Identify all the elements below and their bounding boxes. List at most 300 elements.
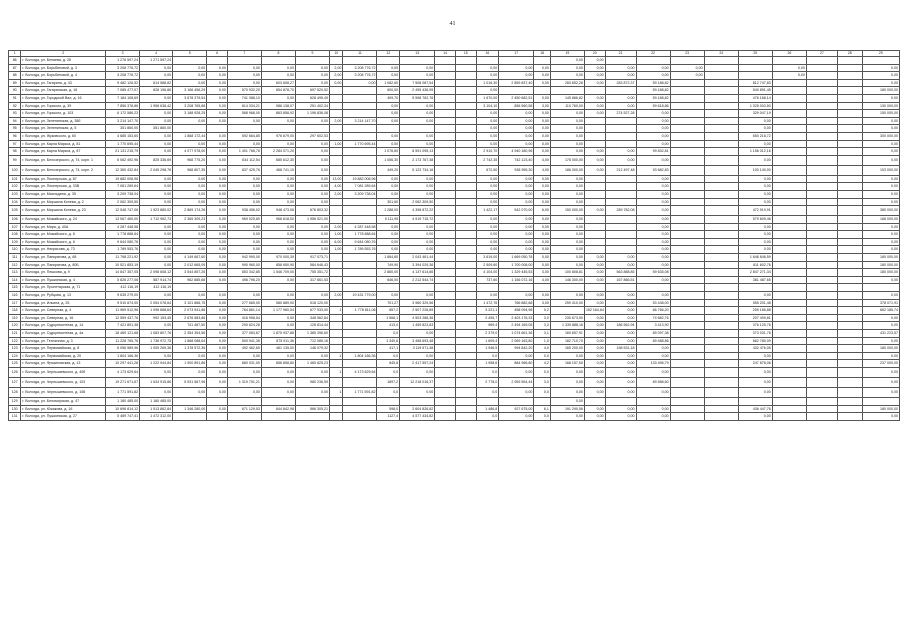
value-cell [837,148,862,156]
value-cell: 0,00 [584,206,605,216]
value-cell: 0,00 [295,190,329,198]
value-cell: 1 329 445,53 [499,269,534,277]
value-cell: 0,00 [738,352,772,360]
address-cell: г. Вологда, ул. Борьбиновой, д. 4 [21,72,106,80]
value-cell: 0,00 [584,314,605,322]
value-cell [455,352,476,360]
row-index-cell: 129 [9,397,21,405]
value-cell [435,377,456,387]
value-cell: 3 960 329,56 [400,299,435,307]
value-cell: 0,00 [140,352,173,360]
value-cell [343,254,377,262]
value-cell: 3 101 866,75 [173,299,207,307]
value-cell: 1 946,5 [476,345,499,353]
value-cell: 472 919,91 [738,206,772,216]
value-cell: 6 062 492,96 [106,155,140,165]
value-cell [704,330,738,338]
value-cell [837,175,862,183]
value-cell [261,125,295,133]
value-cell [670,360,704,368]
value-cell: 0,00 [295,117,329,125]
value-cell: 4 173 629,64 [343,367,377,377]
value-cell: 180 000,00 [862,345,899,353]
value-cell: 0,00 [227,292,261,300]
value-cell: 0,00 [207,330,228,338]
value-cell [605,175,636,183]
value-cell: 994 842,20 [499,345,534,353]
value-cell: 0,00 [605,367,636,377]
row-index-cell: 131 [9,413,21,421]
value-cell: 858 650,90 [261,261,295,269]
value-cell [400,284,435,292]
value-cell [435,387,456,397]
value-cell: 0,00 [377,175,400,183]
value-cell: 0,00 [476,216,499,224]
address-cell: г. Вологда, ул. Горького, д. 39 [21,102,106,110]
value-cell [476,284,499,292]
value-cell: 0,00 [377,246,400,254]
value-cell [605,246,636,254]
value-cell [670,367,704,377]
value-cell: 6,1 [534,405,551,413]
value-cell [455,148,476,156]
value-cell: 348 562,84 [295,314,329,322]
value-cell: 0,00 [534,223,551,231]
table-row [9,140,900,148]
value-cell [837,413,862,421]
column-header: 15 [455,51,476,57]
table-row [9,292,900,300]
value-cell: 0,00 [377,140,400,148]
value-cell: 1 [330,307,343,315]
value-cell [343,397,377,405]
value-cell: 3 208 776,72 [106,64,140,72]
value-cell: 2 604 826,82 [400,405,435,413]
value-cell [455,64,476,72]
value-cell: 449,20 [377,165,400,175]
row-index-cell: 105 [9,206,21,216]
value-cell [435,57,456,65]
value-cell: 0,00 [499,64,534,72]
value-cell: 0,00 [862,377,899,387]
address-cell: г. Вологда, ул. Тепличная, д. 3 [21,337,106,345]
address-cell: г. Вологда, ул. Рубцова, д. 13 [21,292,106,300]
value-cell: 0,00 [738,125,772,133]
value-cell: 0,00 [862,175,899,183]
value-cell [806,94,837,102]
value-cell [806,299,837,307]
value-cell: 0,00 [261,223,295,231]
value-cell: 0,00 [140,94,173,102]
value-cell [670,254,704,262]
value-cell: 0,00 [227,387,261,397]
value-cell [806,102,837,110]
table-row [9,79,900,87]
value-cell: 0,00 [207,110,228,118]
value-cell [704,87,738,95]
value-cell [670,94,704,102]
value-cell [837,299,862,307]
value-cell [584,397,605,405]
value-cell [584,231,605,239]
value-cell: 167 866,51 [605,276,636,284]
value-cell [227,57,261,65]
value-cell [455,405,476,413]
value-cell: 8 591 095,13 [400,148,435,156]
value-cell [343,102,377,110]
value-cell [738,284,772,292]
value-cell: 237 000,00 [862,360,899,368]
value-cell: 0,00 [550,72,584,80]
value-cell: 0,00 [862,140,899,148]
row-index-cell: 114 [9,276,21,284]
value-cell: 0,00 [400,238,435,246]
value-cell: 0,00 [499,246,534,254]
value-cell: 0,00 [534,190,551,198]
value-cell [806,216,837,224]
value-cell: 0,00 [584,254,605,262]
address-cell: г. Вологда, ул. Судоремонтная, д. 4a [21,330,106,338]
value-cell [772,94,806,102]
value-cell: 0,00 [207,352,228,360]
value-cell [837,322,862,330]
value-cell: 0,00 [173,175,207,183]
value-cell: 584 646,43 [295,261,329,269]
value-cell [704,148,738,156]
value-cell [343,57,377,65]
value-cell: 0,00 [476,117,499,125]
value-cell: 2 742,35 [476,155,499,165]
value-cell: 0,00 [207,216,228,224]
value-cell: 970 000,39 [261,254,295,262]
value-cell: 3 188 928,25 [173,110,207,118]
value-cell: 0,00 [207,238,228,246]
value-cell: 0,00 [400,292,435,300]
value-cell [806,261,837,269]
value-cell: 0,00 [476,231,499,239]
row-index-cell: 115 [9,284,21,292]
value-cell [330,206,343,216]
value-cell: 0,00 [636,276,670,284]
value-cell: 0,00 [550,367,584,377]
value-cell: 3 119 571,38 [400,345,435,353]
row-index-cell: 116 [9,292,21,300]
value-cell [837,387,862,397]
value-cell [704,198,738,206]
value-cell: 0,00 [207,405,228,413]
value-cell [670,246,704,254]
value-cell [670,387,704,397]
value-cell [455,216,476,224]
address-cell: г. Вологда, ул. Маршала Конева, д. 2 [21,198,106,206]
value-cell: 4 287 448,58 [106,223,140,231]
value-cell: 283 652,28 [550,79,584,87]
value-cell: 1 378 572,36 [173,345,207,353]
value-cell [704,405,738,413]
value-cell: 0,00 [207,102,228,110]
value-cell: 59 618,86 [636,102,670,110]
address-cell: г. Вологда, ул. Фрязиновская, д. 13 [21,360,106,368]
value-cell: 0,00 [499,117,534,125]
value-cell [837,57,862,65]
value-cell [455,79,476,87]
value-cell: 4 577 434,82 [400,413,435,421]
value-cell [806,254,837,262]
value-cell: 461 135,00 [261,345,295,353]
value-cell [704,72,738,80]
value-cell [330,377,343,387]
row-index-cell: 98 [9,148,21,156]
value-cell [605,87,636,95]
value-cell [837,377,862,387]
value-cell: 812 747,83 [738,79,772,87]
address-cell: г. Вологда, ул. Беломорская, д. 47 [21,397,106,405]
value-cell [261,413,295,421]
value-cell: 0,00 [550,216,584,224]
value-cell: 0,00 [636,352,670,360]
value-cell [806,155,837,165]
value-cell: 4 940 180,96 [499,148,534,156]
value-cell [806,345,837,353]
value-cell: 99 832,81 [636,148,670,156]
value-cell: 0,00 [636,413,670,421]
value-cell [837,125,862,133]
value-cell: 650 218,72 [738,132,772,140]
row-index-cell: 106 [9,216,21,224]
value-cell: 4,00 [534,155,551,165]
row-index-cell: 117 [9,299,21,307]
value-cell: 3 209 738,04 [343,190,377,198]
value-cell: 2 212 544,74 [400,276,435,284]
value-cell: 0,00 [476,238,499,246]
value-cell: 1,00 [330,231,343,239]
value-cell: 0,00 [377,190,400,198]
value-cell: 542 070,00 [499,206,534,216]
value-cell: 4,0 [534,345,551,353]
value-cell [862,397,899,405]
value-cell: 2 495 436,95 [400,87,435,95]
value-cell: 1 [330,387,343,397]
value-cell: 1 288,00 [377,206,400,216]
value-cell [704,307,738,315]
value-cell: 0,00 [400,231,435,239]
column-header: 12 [377,51,400,57]
value-cell [772,238,806,246]
value-cell [605,57,636,65]
value-cell: 1 385 396,60 [295,330,329,338]
value-cell: 290 624,28 [227,322,261,330]
value-cell: 0,00 [377,117,400,125]
value-cell: 1 513 862,84 [140,405,173,413]
value-cell: 0,00 [261,367,295,377]
value-cell: 1 180 485,00 [106,397,140,405]
value-cell: 9 644 080,76 [106,238,140,246]
value-cell: 3,00 [534,299,551,307]
value-cell: 0,00 [173,190,207,198]
value-cell: 0,00 [377,292,400,300]
value-cell [837,155,862,165]
value-cell [837,330,862,338]
value-cell: 0,00 [862,64,899,72]
value-cell [738,72,772,80]
column-header: 9 [295,51,329,57]
value-cell [499,87,534,95]
value-cell: 0,00 [140,140,173,148]
value-cell: 3 209 738,04 [106,190,140,198]
value-cell: 0,00 [534,64,551,72]
value-cell: 1 770 695,44 [343,140,377,148]
value-cell: 0,00 [207,345,228,353]
value-cell [837,206,862,216]
value-cell: 0,00 [343,79,377,87]
value-cell [806,413,837,421]
table-row [9,155,900,165]
value-cell [772,190,806,198]
value-cell: 13,00 [330,175,343,183]
value-cell [704,165,738,175]
value-cell: 492 462,60 [227,345,261,353]
value-cell: 570 932,20 [227,87,261,95]
value-cell [455,413,476,421]
value-cell: 0,00 [295,175,329,183]
value-cell: 0,00 [862,94,899,102]
row-index-cell: 99 [9,155,21,165]
column-header: 1 [9,51,21,57]
table-row [9,72,900,80]
value-cell: 0,00 [140,261,173,269]
address-cell: г. Вологда, ул. Пушкинская, д. 4 [21,276,106,284]
value-cell [534,284,551,292]
value-cell: 0,00 [207,276,228,284]
value-cell: 4 685 153,60 [106,132,140,140]
table-row [9,216,900,224]
value-cell: 0,00 [377,110,400,118]
value-cell [670,337,704,345]
value-cell: 0,00 [738,292,772,300]
value-cell: 1 083 807,76 [140,330,173,338]
table-row [9,330,900,338]
value-cell [806,352,837,360]
value-cell [670,314,704,322]
value-cell: 212 497,48 [605,165,636,175]
value-cell: 0,00 [377,132,400,140]
value-cell: 0,00 [173,198,207,206]
value-cell: 2 880,00 [377,269,400,277]
value-cell [435,360,456,368]
column-header: 10 [330,51,343,57]
value-cell: 0,00 [605,148,636,156]
row-index-cell: 94 [9,117,21,125]
value-cell: 0,00 [862,117,899,125]
value-cell: 351 860,00 [106,125,140,133]
value-cell: 0,00 [261,140,295,148]
value-cell: 0,0 [534,387,551,397]
value-cell [704,117,738,125]
value-cell: 0,00 [550,198,584,206]
value-cell: 0,00 [400,72,435,80]
value-cell [584,183,605,191]
value-cell: 152 164,64 [584,307,605,315]
value-cell [605,223,636,231]
value-cell [862,284,899,292]
value-cell: 1 634 915,86 [140,377,173,387]
value-cell: 0,00 [534,117,551,125]
value-cell: 0,00 [173,231,207,239]
address-cell: г. Вологда, ул. Северная, д. 4 [21,307,106,315]
value-cell: 1,00 [330,246,343,254]
value-cell [455,110,476,118]
value-cell: 741 388,10 [227,94,261,102]
table-row [9,102,900,110]
value-cell: 1 [330,352,343,360]
value-cell [806,307,837,315]
value-cell: 2 054 078,64 [140,299,173,307]
value-cell: 0,00 [605,377,636,387]
value-cell: 0,00 [499,110,534,118]
table-row [9,64,900,72]
value-cell: 1 319 791,21 [227,377,261,387]
value-cell: 0,00 [261,72,295,80]
value-cell: 0,00 [400,387,435,397]
value-cell: 0,00 [476,64,499,72]
value-cell: 837 425,76 [227,165,261,175]
row-index-cell: 101 [9,175,21,183]
value-cell: 2 494 169,05 [499,322,534,330]
value-cell: 0,00 [207,269,228,277]
value-cell: 0,00 [295,246,329,254]
value-cell: 0,00 [207,79,228,87]
value-cell [584,246,605,254]
value-cell: 381 487,65 [738,276,772,284]
value-cell: 0,00 [261,292,295,300]
value-cell: 0,00 [499,132,534,140]
value-cell [806,238,837,246]
value-cell: 853 342,85 [227,269,261,277]
value-cell [704,57,738,65]
value-cell [605,397,636,405]
value-cell: 0,00 [534,254,551,262]
value-cell: 0,00 [584,377,605,387]
value-cell: 169 657,91 [550,330,584,338]
address-cell: г. Вологда, ул. Белозерского, д. 74, корп. 2 [21,165,106,175]
value-cell [330,413,343,421]
value-cell: 1 472,76 [476,299,499,307]
value-cell [400,397,435,405]
value-cell: 3 208 776,72 [343,64,377,72]
value-cell: 4 104,00 [476,269,499,277]
value-cell [330,345,343,353]
value-cell [670,261,704,269]
value-cell [435,87,456,95]
value-cell [295,413,329,421]
value-cell [400,57,435,65]
value-cell [837,352,862,360]
value-cell: 100 808,81 [550,269,584,277]
value-cell: 0,00 [207,387,228,397]
value-cell [670,345,704,353]
value-cell: 0,00 [636,132,670,140]
address-cell: г. Вологда, ул. Судоремонтная, д. 14 [21,322,106,330]
value-cell: 0,00 [636,345,670,353]
value-cell: 277 665,00 [227,299,261,307]
value-cell [670,307,704,315]
value-cell [704,155,738,165]
value-cell: 0,00 [207,140,228,148]
value-cell: 0,00 [476,125,499,133]
value-cell: 301,60 [377,198,400,206]
value-cell: 0,0 [377,387,400,397]
value-cell: 0,00 [227,79,261,87]
